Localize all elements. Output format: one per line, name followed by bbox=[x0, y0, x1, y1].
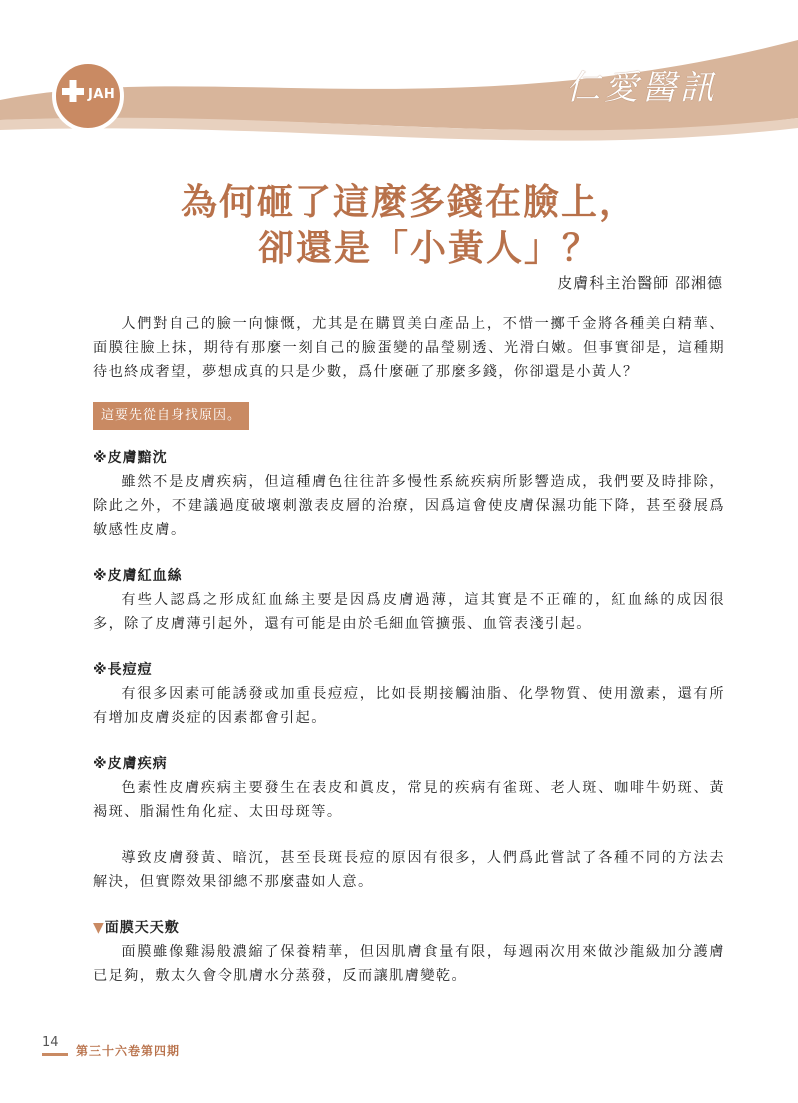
item-heading: ※長痘痘 bbox=[93, 662, 153, 678]
item-text: 雖然不是皮膚疾病，但這種膚色往往許多慢性系統疾病所影響造成，我們要及時排除，除此之外，不建議過度破壞刺激表皮層的治療，因爲這會使皮膚保濕功能下降，甚至發展爲敏感性皮膚。 bbox=[93, 474, 725, 538]
journal-title: 仁愛醫訊 bbox=[566, 68, 718, 108]
section-item bbox=[93, 658, 725, 730]
section-item bbox=[93, 564, 725, 636]
intro-paragraph: 人們對自己的臉一向慷慨，尤其是在購買美白產品上，不惜一擲千金將各種美白精華、面膜往臉上抹，期待有那麼一刻自己的臉蛋變的晶瑩剔透、光滑白嫩。但事實卻是，這種期待也終成奢望，夢想成真的只是少數，爲什麼砸了那麼多錢，你卻還是小黃人？ bbox=[93, 316, 725, 380]
item-text: 有些人認爲之形成紅血絲主要是因爲皮膚過薄，這其實是不正確的，紅血絲的成因很多，除了皮膚薄引起外，還有可能是由於毛細血管擴張、血管表淺引起。 bbox=[93, 592, 725, 632]
item-heading: ※皮膚疾病 bbox=[93, 756, 168, 772]
item-heading: ※皮膚黯沈 bbox=[93, 450, 168, 466]
footer-accent-bar bbox=[42, 1053, 68, 1056]
item-heading: ※皮膚紅血絲 bbox=[93, 568, 183, 584]
logo-text: JAH bbox=[88, 87, 116, 102]
section-item bbox=[93, 446, 725, 542]
item-text: 色素性皮膚疾病主要發生在表皮和眞皮，常見的疾病有雀斑、老人斑、咖啡牛奶斑、黃褐斑、脂漏性角化症、太田母斑等。 bbox=[93, 780, 725, 820]
issue-label: 第三十六卷第四期 bbox=[76, 1044, 181, 1058]
page-number: 14 bbox=[42, 1035, 59, 1050]
mask-text: 面膜雖像雞湯般濃縮了保養精華，但因肌膚食量有限，每週兩次用來做沙龍級加分護膚已足夠，敷太久會令肌膚水分蒸發，反而讓肌膚變乾。 bbox=[93, 944, 725, 984]
author-byline: 皮膚科主治醫師 邵湘德 bbox=[557, 274, 723, 292]
article-title-line-1: 為何砸了這麼多錢在臉上， bbox=[180, 182, 637, 223]
item-text: 有很多因素可能誘發或加重長痘痘，比如長期接觸油脂、化學物質、使用激素，還有所有增加皮膚炎症的因素都會引起。 bbox=[93, 686, 725, 726]
mask-heading-label: 面膜天天敷 bbox=[104, 920, 180, 936]
section-item bbox=[93, 752, 725, 824]
triangle-down-icon: ▼ bbox=[93, 920, 105, 936]
summary-paragraph: 導致皮膚發黃、暗沉，甚至長斑長痘的原因有很多，人們爲此嘗試了各種不同的方法去解決，但實際效果卻總不那麼盡如人意。 bbox=[93, 850, 725, 890]
article-title-line-2: 卻還是「小黃人」？ bbox=[257, 228, 600, 269]
mask-heading bbox=[93, 916, 725, 940]
section-tag: 這要先從自身找原因。 bbox=[93, 402, 249, 430]
article-body bbox=[93, 312, 725, 988]
